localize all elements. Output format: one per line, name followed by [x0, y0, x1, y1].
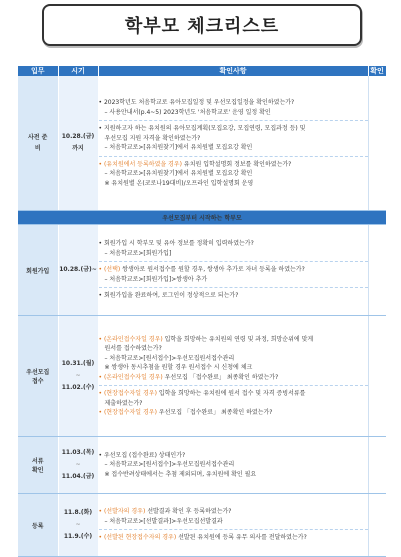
list-item: – 처음학교로>[원서접수]>우선모집원서접수관리 [104, 461, 235, 469]
period-start: 11.8.(화) [63, 509, 93, 516]
items-prep [98, 76, 368, 211]
stage-label: 사전 준비 [28, 134, 48, 152]
period-end: 11.9.(수) [63, 533, 93, 540]
page-title: 학부모 체크리스트 [124, 16, 280, 37]
header-period: 시기 [58, 66, 98, 76]
item-text: 입학을 희망하는 유치원에 원서 접수 및 자격 증빙서류를 [156, 390, 306, 397]
list-item: 제출하였는가? [104, 399, 143, 407]
stage-label: 확인 [31, 467, 44, 474]
stage-apply [18, 316, 58, 437]
check-cell[interactable] [368, 437, 386, 494]
list-item [99, 533, 368, 543]
list-item: • 회원가입을 완료하여, 로그인이 정상적으로 되는가? [98, 292, 239, 300]
period-prep [58, 76, 98, 211]
items-review [98, 437, 368, 494]
table-row [18, 225, 386, 316]
header-items: 확인사항 [98, 66, 368, 76]
condition-label: • (온라인접수자일 경우) [98, 373, 163, 381]
item-text: 선발된 유치원에 등록 유무 의사를 전달하였는가? [176, 534, 307, 542]
item-text: 우선모집 「접수완료」 최종확인 하였는가? [162, 373, 279, 381]
period-apply [58, 316, 98, 437]
stage-join: 회원가입 [18, 225, 58, 316]
stage-prep [18, 76, 58, 211]
table-row [18, 76, 386, 211]
condition-label: • (선발된 현장접수자의 경우) [98, 534, 177, 542]
checklist-table [18, 66, 387, 557]
period-sep: ~ [75, 461, 81, 468]
check-cell[interactable] [368, 316, 386, 437]
list-item: 우선모집 지원 자격을 확인하였는가? [104, 134, 201, 142]
condition-label: • (현장접수자일 경우) [98, 409, 157, 416]
table-header-row [18, 66, 386, 76]
title-box [42, 4, 362, 46]
stage-review [18, 437, 58, 494]
list-item: – 처음학교로>[회원가입] [104, 249, 172, 257]
period-review [58, 437, 98, 494]
list-item [99, 507, 368, 517]
header-check: 확인 [368, 66, 386, 76]
stage-register: 등록 [18, 494, 58, 557]
period-start: 11.03.(목) [61, 449, 95, 456]
period-start: 10.28.(금) [61, 133, 95, 140]
period-start: 10.31.(월) [61, 360, 95, 367]
list-item [99, 265, 368, 275]
condition-label: • (현장접수자일 경우) [98, 390, 157, 397]
list-item: • 지원하고자 하는 유치원의 유아모집계획(모집요강, 모집연령, 모집과정 등) 및 [98, 125, 306, 132]
period-sep: ~ [75, 372, 81, 379]
check-cell[interactable] [368, 225, 386, 316]
condition-label: • (온라인접수자일 경우) [98, 335, 163, 343]
item-text: 유치원 입학설명회 정보를 확인하였는가? [182, 160, 292, 168]
list-item [99, 160, 368, 170]
item-text: 우선모집 「접수완료」 최종확인 하였는가? [156, 409, 273, 416]
condition-label: • (선발자의 경우) [98, 508, 146, 516]
header-stage: 입무 [18, 66, 58, 76]
stage-label: 접수 [31, 378, 44, 385]
list-item: – 처음학교로>[유치원찾기]에서 유치원별 모집요강 확인 [104, 170, 253, 177]
list-item: • 2023학년도 처음학교로 유아모집일정 및 우선모집일정을 확인하였는가? [98, 99, 295, 106]
item-text: 쌍생아로 원서접수를 원할 경우, 쌍생아 추가로 자녀 등록을 하였는가? [120, 266, 305, 274]
list-item [99, 335, 368, 345]
list-item [99, 373, 368, 383]
period-sep: ~ [75, 521, 81, 528]
list-item: • 회원가입 시 학부모 및 유아 정보를 정확히 입력하였는가? [98, 240, 254, 248]
list-item: ※ 쌍생아 동시추첨을 원할 경우 원서접수 시 신청에 체크 [104, 364, 253, 371]
list-item: – 처음학교로>[원서접수]>우선모집원서접수관리 [104, 354, 235, 362]
list-item: 원서를 접수하였는가? [104, 345, 162, 352]
item-text: 선발결과 확인 후 등록하였는가? [145, 508, 232, 516]
table-row [18, 437, 386, 494]
list-item: – 처음학교로>[회원가입]>쌍생아 추가 [104, 275, 208, 283]
item-text: 입학을 희망하는 유치원의 연령 및 과정, 희망순위에 맞게 [162, 335, 314, 343]
period-end: 11.02.(수) [61, 384, 95, 391]
banner: 우선모집부터 시작하는 학부모 [18, 211, 386, 225]
list-item: ※ 유치원별 온(코로나19대비)/오프라인 입학설명회 운영 [104, 179, 254, 187]
items-apply [98, 316, 368, 437]
list-item [99, 408, 368, 418]
table-row [18, 494, 386, 557]
table-row [18, 316, 386, 437]
stage-label: 서류 [31, 458, 44, 465]
list-item: – 사용안내서(p.4~5) 2023학년도 '처음학교로' 운영 일정 확인 [104, 108, 271, 116]
list-item: – 처음학교로>[선발결과]>우선모집선발결과 [104, 517, 223, 525]
items-register [98, 494, 368, 557]
banner-row [18, 211, 386, 225]
stage-label: 우선모집 [26, 369, 50, 376]
period-end: 까지 [72, 145, 84, 152]
period-register [58, 494, 98, 557]
list-item: ※ 접수반려상태에서는 추첨 제외되며, 유치원에 확인 필요 [104, 470, 257, 478]
condition-label: • (선택) [98, 266, 121, 274]
list-item [99, 389, 368, 399]
items-join [98, 225, 368, 316]
condition-label: • (유치원에서 등록하였을 경우) [98, 160, 182, 168]
list-item: • 우선모집 (접수완료) 상태인가? [98, 451, 186, 459]
check-cell[interactable] [368, 76, 386, 211]
check-cell[interactable] [368, 494, 386, 557]
list-item: – 처음학교로>[유치원찾기]에서 유치원별 모집요강 확인 [104, 144, 253, 151]
period-join: 10.28.(금)~ [58, 225, 98, 316]
period-end: 11.04.(금) [61, 473, 95, 480]
